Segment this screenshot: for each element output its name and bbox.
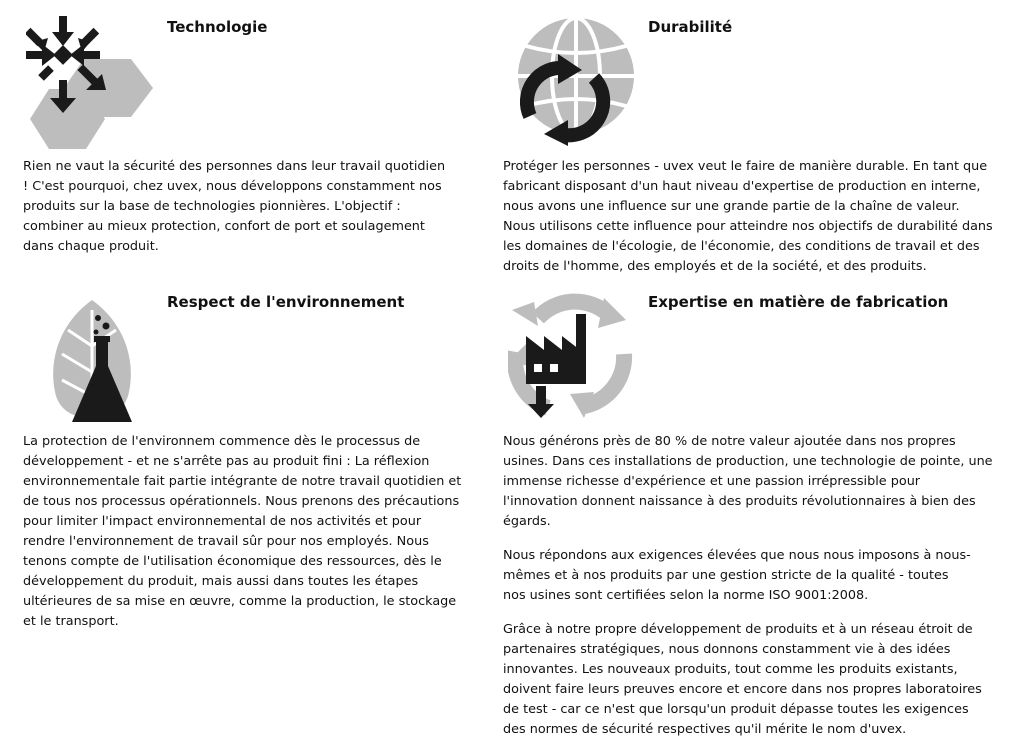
section-title: Respect de l'environnement [167, 293, 405, 311]
section-paragraph: Protéger les personnes - uvex veut le faire de manière durable. En tant que fabricant disposant d'un haut niveau d'expertise de production en interne, nous avons une influence sur une grande partie de la chaîne de valeur. Nous utilisons cette influence pour atteindre nos objectifs de durabilité dans les domaines de l'écologie, de l'économie, des conditions de travail et des droits de l'homme, des employés et de la société, et des produits. [503, 159, 993, 274]
section-paragraph: Grâce à notre propre développement de produits et à un réseau étroit de partenaires stratégiques, nous donnons constamment vie à des idées innovantes. Les nouveaux produits, tout comme les produits existants, doivent faire leurs preuves encore et encore dans nos propres laboratoires de test - car ce n'est que lorsqu'un produit dépasse toutes les exigences des normes de sécurité respectives qu'il mérite le nom d'uvex. [503, 622, 982, 737]
section-paragraph: Nous répondons aux exigences élevées que nous nous imposons à nous-mêmes et à nos produits par une gestion stricte de la qualité - toutes nos usines sont certifiées selon la norme ISO 9001:2008. [503, 548, 971, 603]
section-title: Technologie [167, 18, 268, 36]
globe-recycle-icon [506, 16, 636, 146]
section-title: Expertise en matière de fabrication [648, 293, 949, 311]
section-title: Durabilité [648, 18, 733, 36]
section-paragraph: La protection de l'environnem commence dès le processus de développement - et ne s'arrête pas au produit fini : La réflexion environnementale fait partie intégrante de notre travail quotidien et de tous nos processus opérationnels. Nous prenons des précautions pour limiter l'impact environnemental de nos activités et pour rendre l'environnement de travail sûr pour nos employés. Nous tenons compte de l'utilisation économique des ressources, dès le développement du produit, mais aussi dans toutes les étapes ultérieures de sa mise en œuvre, comme la production, le stockage et le transport. [23, 434, 462, 629]
section-paragraph: Nous générons près de 80 % de notre valeur ajoutée dans nos propres usines. Dans ces installations de production, une technologie de pointe, une immense richesse d'expérience et une passion irrépressible pour l'innovation donnent naissance à des produits révolutionnaires à bien des égards. [503, 434, 993, 529]
leaf-flask-icon [48, 296, 140, 426]
factory-cycle-icon [508, 292, 634, 420]
arrows-hexagons-icon [26, 16, 154, 150]
section-paragraph: Rien ne vaut la sécurité des personnes dans leur travail quotidien ! C'est pourquoi, chez uvex, nous développons constamment nos produits sur la base de technologies pionnières. L'objectif : combiner au mieux protection, confort de port et soulagement dans chaque produit. [23, 159, 446, 254]
